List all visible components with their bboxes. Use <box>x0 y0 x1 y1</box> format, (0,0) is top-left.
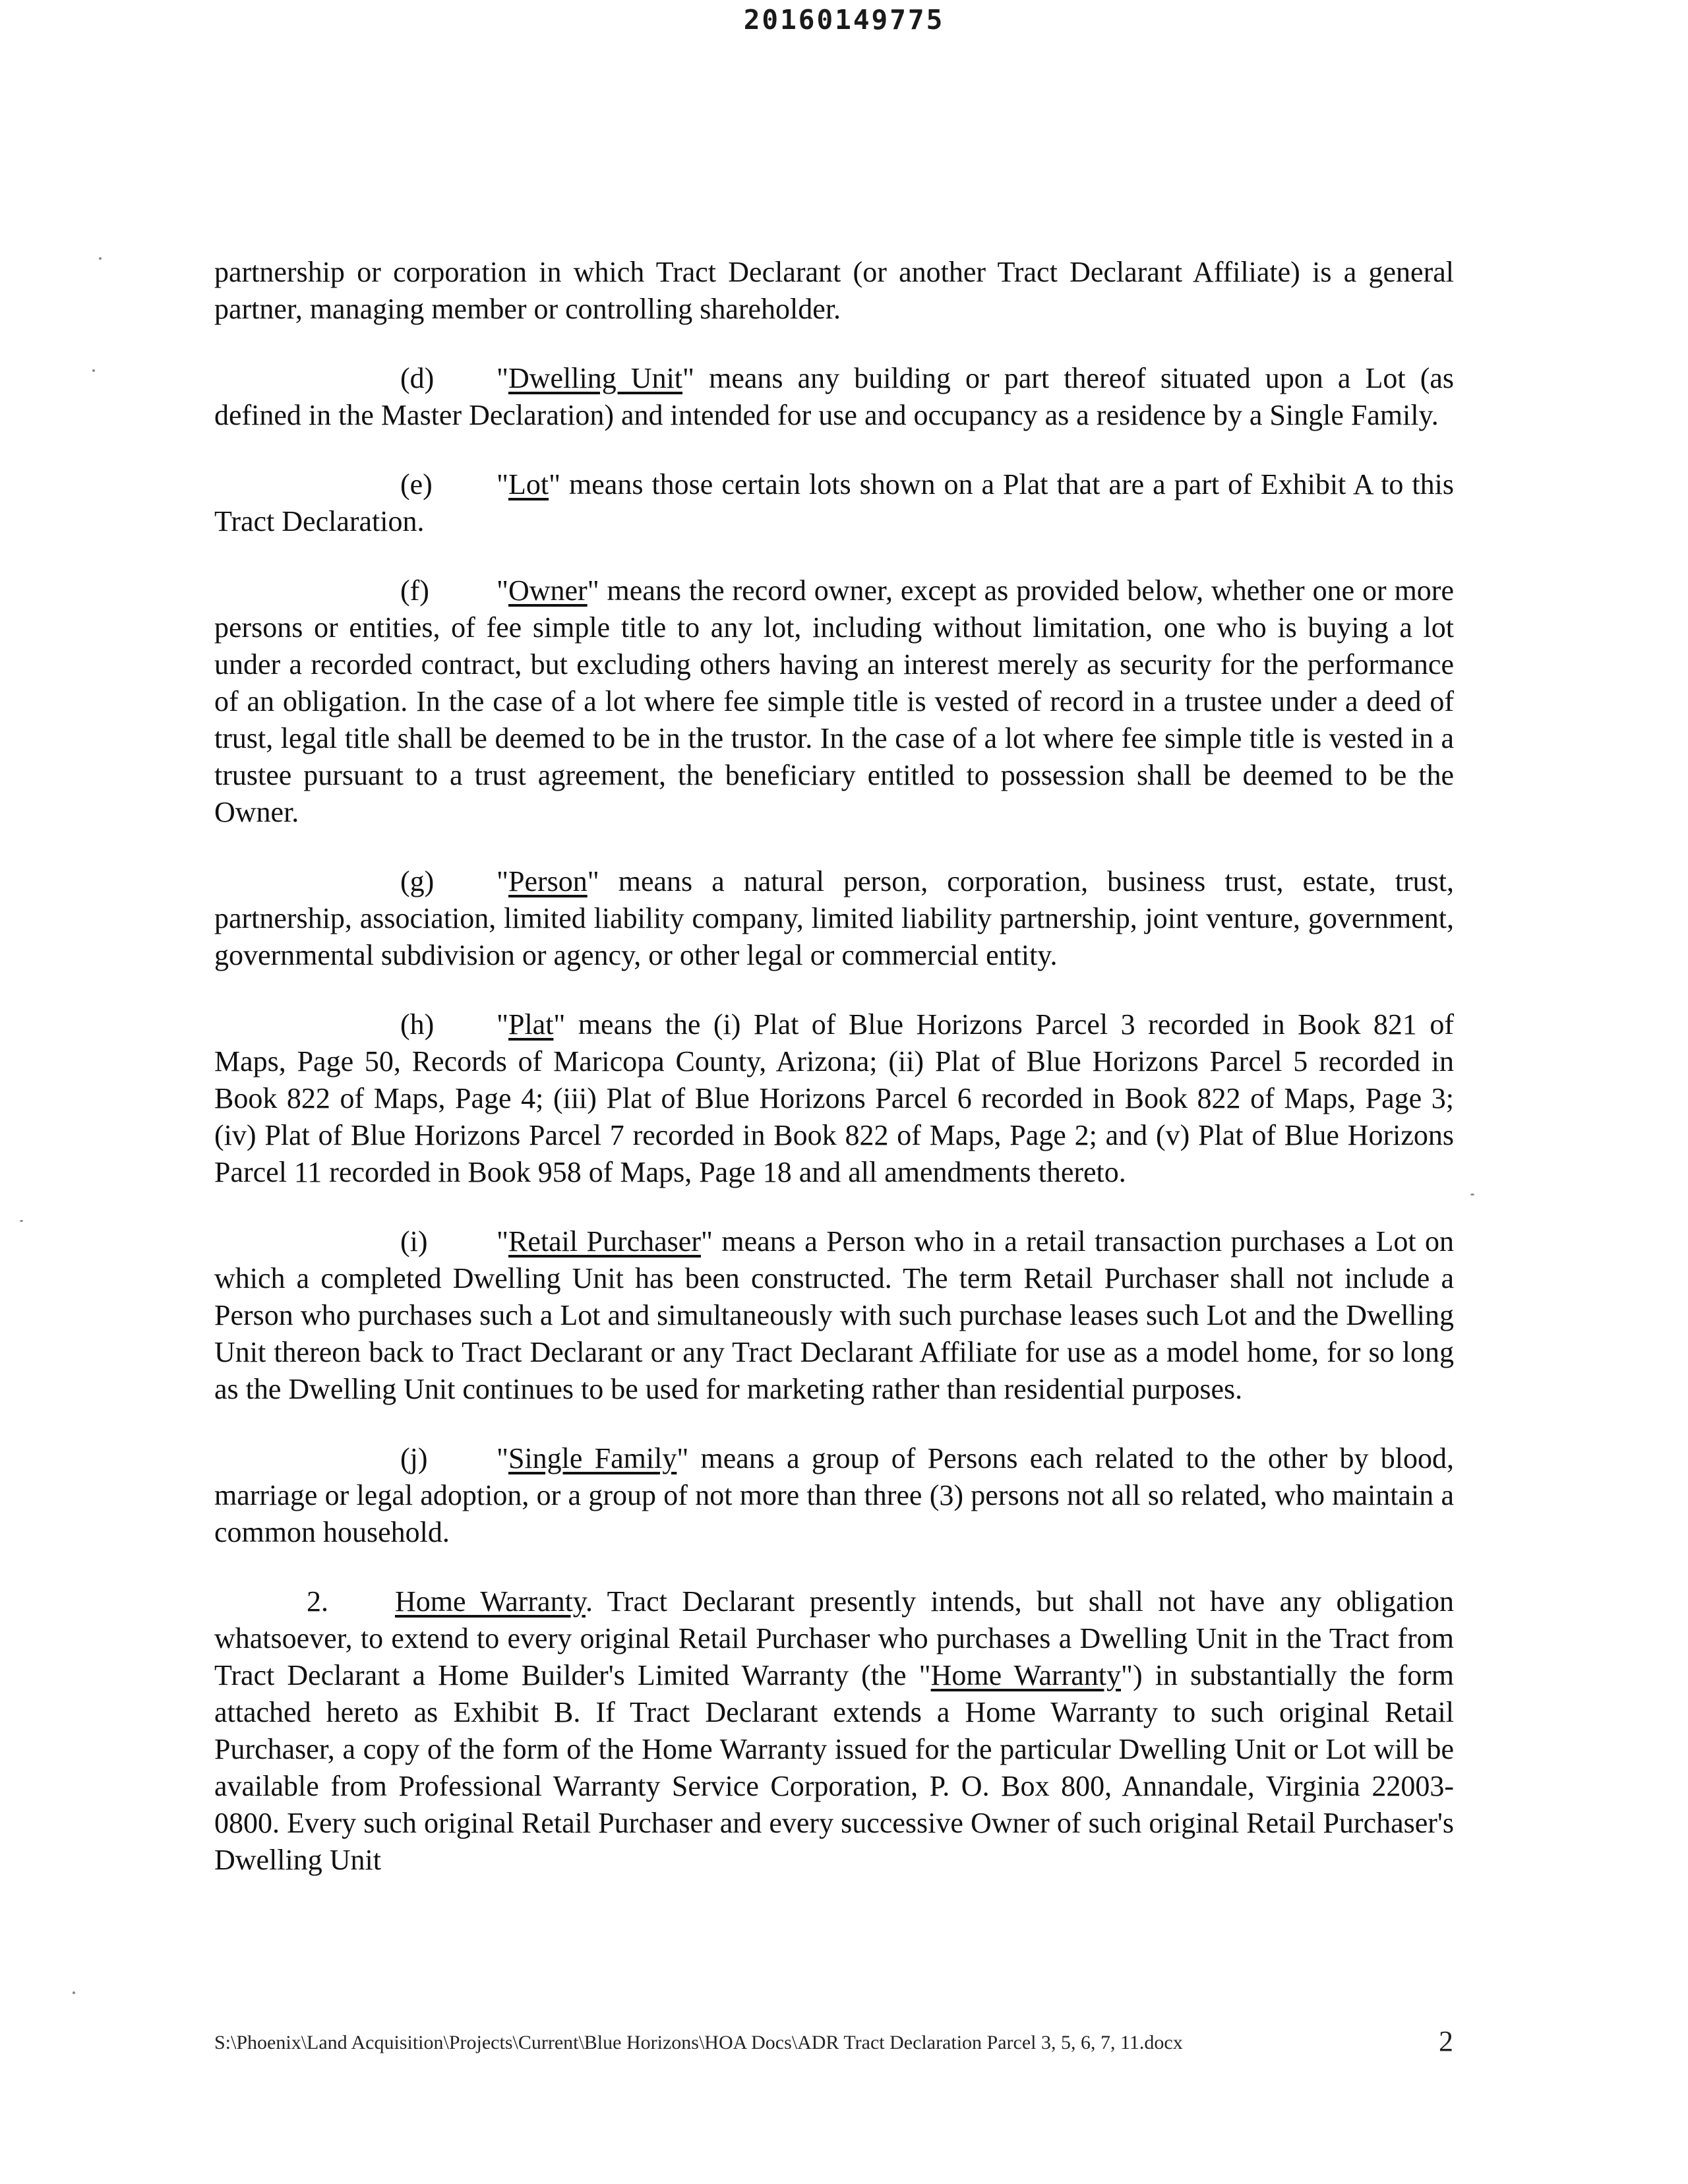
scan-speck <box>73 1991 75 1994</box>
section-heading: Home Warranty <box>395 1585 586 1618</box>
definition-person: (g) "Person" means a natural person, corporation, business trust, estate, trust, partnership, association, limited liability company, limited liability partnership, joint venture, government, governmental subdivision or agency, or other legal or commercial entity. <box>214 863 1454 974</box>
definition-label: (e) <box>400 468 433 501</box>
section-number: 2. <box>307 1585 328 1618</box>
definition-label: (g) <box>400 865 435 897</box>
defined-term: Person <box>508 865 588 897</box>
paragraph-intro: partnership or corporation in which Tract Declarant (or another Tract Declarant Affiliate) is a general partner, managing member or controlling shareholder. <box>214 256 1454 325</box>
definition-single-family: (j) "Single Family" means a group of Persons each related to the other by blood, marriage or legal adoption, or a group of not more than three (3) persons not all so related, who maintain a common household. <box>214 1440 1454 1551</box>
recording-number: 20160149775 <box>743 4 945 36</box>
defined-term: Lot <box>508 468 549 501</box>
definition-label: (f) <box>400 574 429 607</box>
section-home-warranty <box>214 1583 1454 1879</box>
definition-label: (i) <box>400 1225 428 1258</box>
scan-speck <box>1470 1194 1474 1196</box>
defined-term: Single Family <box>508 1442 677 1474</box>
definition-text: " means the record owner, except as provided below, whether one or more persons or entities, of fee simple title to any lot, including without limitation, one who is buying a lot under a recorded contract, but excluding others having an interest merely as security for the performance of an obligation. In the case of a lot where fee simple title is vested of record in a trustee under a deed of trust, legal title shall be deemed to be in the trustor. In the case of a lot where fee simple title is vested in a trustee pursuant to a trust agreement, the beneficiary entitled to possession shall be deemed to be the Owner. <box>214 574 1454 828</box>
section-text-a: . Tract Declarant presently intends, but shall not have any obligation whatsoever, to extend to every original Retail Purchaser who purchases a Dwelling Unit in the Tract from Tract Declarant a Home Builder's Limited Warranty (the " <box>214 1585 1454 1691</box>
definition-text: " means any building or part thereof situated upon a Lot (as defined in the Master Declaration) and intended for use and occupancy as a residence by a Single Family. <box>214 362 1454 431</box>
definition-plat: (h) "Plat" means the (i) Plat of Blue Horizons Parcel 3 recorded in Book 821 of Maps, Page 50, Records of Maricopa County, Arizona; (ii) Plat of Blue Horizons Parcel 5 recorded in Book 822 of Maps, Page 4; (iii) Plat of Blue Horizons Parcel 6 recorded in Book 822 of Maps, Page 3; (iv) Plat of Blue Horizons Parcel 7 recorded in Book 822 of Maps, Page 2; and (v) Plat of Blue Horizons Parcel 11 recorded in Book 958 of Maps, Page 18 and all amendments thereto. <box>214 1006 1454 1191</box>
definition-text: " means those certain lots shown on a Plat that are a part of Exhibit A to this Tract Declaration. <box>214 468 1454 537</box>
definition-dwelling-unit: (d) "Dwelling Unit" means any building or part thereof situated upon a Lot (as defined in the Master Declaration) and intended for use and occupancy as a residence by a Single Family. <box>214 360 1454 434</box>
scan-speck <box>99 257 102 260</box>
definition-lot: (e) "Lot" means those certain lots shown on a Plat that are a part of Exhibit A to this Tract Declaration. <box>214 466 1454 540</box>
footer-file-path: S:\Phoenix\Land Acquisition\Projects\Current\Blue Horizons\HOA Docs\ADR Tract Declaration Parcel 3, 5, 6, 7, 11.docx <box>214 2032 1183 2053</box>
section-text-b: ") in substantially the form attached hereto as Exhibit B. If Tract Declarant extends a Home Warranty to such original Retail Purchaser, a copy of the form of the Home Warranty issued for the particular Dwelling Unit or Lot will be available from Professional Warranty Service Corporation, P. O. Box 800, Annandale, Virginia 22003-0800. Every such original Retail Purchaser and every successive Owner of such original Retail Purchaser's Dwelling Unit <box>214 1659 1454 1876</box>
definition-label: (h) <box>400 1008 435 1041</box>
defined-term: Dwelling Unit <box>508 362 683 394</box>
definition-text: " means a group of Persons each related to the other by blood, marriage or legal adoption, or a group of not more than three (3) persons not all so related, who maintain a common household. <box>214 1442 1454 1548</box>
defined-term-home-warranty: Home Warranty <box>930 1659 1122 1691</box>
scan-speck <box>20 1220 23 1222</box>
scan-speck <box>92 369 95 372</box>
definition-retail-purchaser: (i) "Retail Purchaser" means a Person who in a retail transaction purchases a Lot on which a completed Dwelling Unit has been constructed. The term Retail Purchaser shall not include a Person who purchases such a Lot and simultaneously with such purchase leases such Lot and the Dwelling Unit thereon back to Tract Declarant or any Tract Declarant Affiliate for use as a model home, for so long as the Dwelling Unit continues to be used for marketing rather than residential purposes. <box>214 1223 1454 1408</box>
defined-term: Owner <box>508 574 588 607</box>
definition-owner: (f) "Owner" means the record owner, except as provided below, whether one or more persons or entities, of fee simple title to any lot, including without limitation, one who is buying a lot under a recorded contract, but excluding others having an interest merely as security for the performance of an obligation. In the case of a lot where fee simple title is vested of record in a trustee under a deed of trust, legal title shall be deemed to be in the trustor. In the case of a lot where fee simple title is vested in a trustee pursuant to a trust agreement, the beneficiary entitled to possession shall be deemed to be the Owner. <box>214 572 1454 831</box>
defined-term: Plat <box>508 1008 554 1041</box>
definition-text: " means the (i) Plat of Blue Horizons Parcel 3 recorded in Book 821 of Maps, Page 50, Records of Maricopa County, Arizona; (ii) Plat of Blue Horizons Parcel 5 recorded in Book 822 of Maps, Page 4; (iii) Plat of Blue Horizons Parcel 6 recorded in Book 822 of Maps, Page 3; (iv) Plat of Blue Horizons Parcel 7 recorded in Book 822 of Maps, Page 2; and (v) Plat of Blue Horizons Parcel 11 recorded in Book 958 of Maps, Page 18 and all amendments thereto. <box>214 1008 1454 1188</box>
definition-label: (j) <box>400 1442 428 1474</box>
definition-text: " means a natural person, corporation, business trust, estate, trust, partnership, association, limited liability company, limited liability partnership, joint venture, government, governmental subdivision or agency, or other legal or commercial entity. <box>214 865 1454 971</box>
defined-term: Retail Purchaser <box>508 1225 701 1258</box>
document-body <box>214 254 1454 1911</box>
page-number: 2 <box>1439 2025 1453 2057</box>
definition-label: (d) <box>400 362 435 394</box>
definition-text: " means a Person who in a retail transaction purchases a Lot on which a completed Dwelling Unit has been constructed. The term Retail Purchaser shall not include a Person who purchases such a Lot and simultaneously with such purchase leases such Lot and the Dwelling Unit thereon back to Tract Declarant or any Tract Declarant Affiliate for use as a model home, for so long as the Dwelling Unit continues to be used for marketing rather than residential purposes. <box>214 1225 1454 1405</box>
